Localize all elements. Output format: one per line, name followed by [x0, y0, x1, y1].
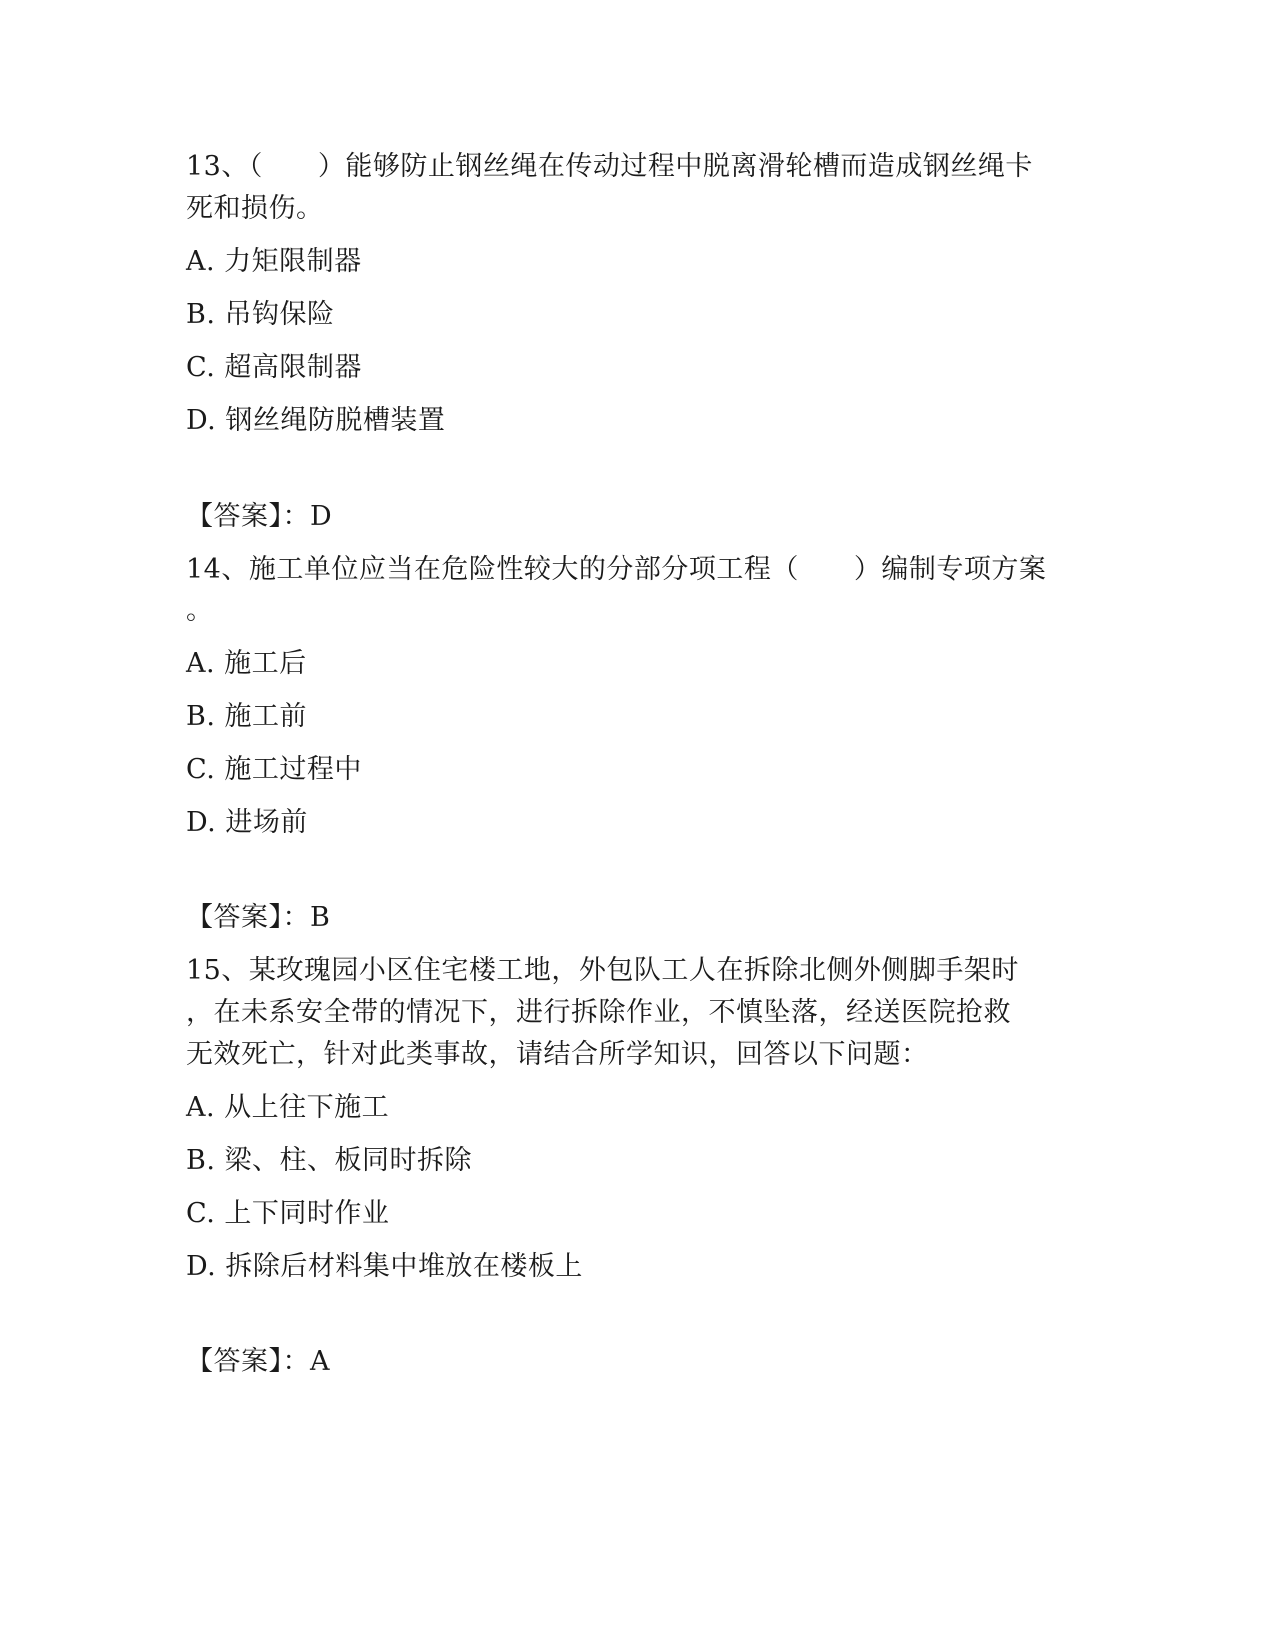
question-14-text-line-1: 14、施工单位应当在危险性较大的分部分项工程（ ）编制专项方案: [186, 554, 1047, 585]
question-13-text-line-2: 死和损伤。: [186, 193, 324, 224]
question-14-option-a: A. 施工后: [186, 648, 307, 679]
question-13-option-c: C. 超高限制器: [186, 352, 362, 383]
question-14-option-c: C. 施工过程中: [186, 754, 362, 785]
question-14-text-line-2: 。: [186, 595, 214, 626]
question-14-answer: 【答案】：B: [186, 902, 331, 933]
question-15-option-b: B. 梁、柱、板同时拆除: [186, 1145, 473, 1176]
question-13-option-d: D. 钢丝绳防脱槽装置: [186, 405, 446, 436]
question-14-option-b: B. 施工前: [186, 701, 308, 732]
question-15-option-c: C. 上下同时作业: [186, 1198, 390, 1229]
question-14-option-d: D. 进场前: [186, 807, 308, 838]
question-15-option-a: A. 从上往下施工: [186, 1092, 390, 1123]
question-15-text-line-2: ，在未系安全带的情况下，进行拆除作业，不慎坠落，经送医院抢救: [186, 997, 1011, 1028]
question-13-answer: 【答案】：D: [186, 501, 333, 532]
question-13-option-a: A. 力矩限制器: [186, 246, 362, 277]
question-13-text-line-1: 13、（ ）能够防止钢丝绳在传动过程中脱离滑轮槽而造成钢丝绳卡: [186, 151, 1033, 182]
question-15-text-line-3: 无效死亡，针对此类事故，请结合所学知识，回答以下问题：: [186, 1039, 929, 1070]
question-15-option-d: D. 拆除后材料集中堆放在楼板上: [186, 1251, 583, 1282]
question-13-option-b: B. 吊钩保险: [186, 299, 335, 330]
question-15-text-line-1: 15、某玫瑰园小区住宅楼工地，外包队工人在拆除北侧外侧脚手架时: [186, 955, 1019, 986]
question-15-answer: 【答案】：A: [186, 1346, 330, 1377]
